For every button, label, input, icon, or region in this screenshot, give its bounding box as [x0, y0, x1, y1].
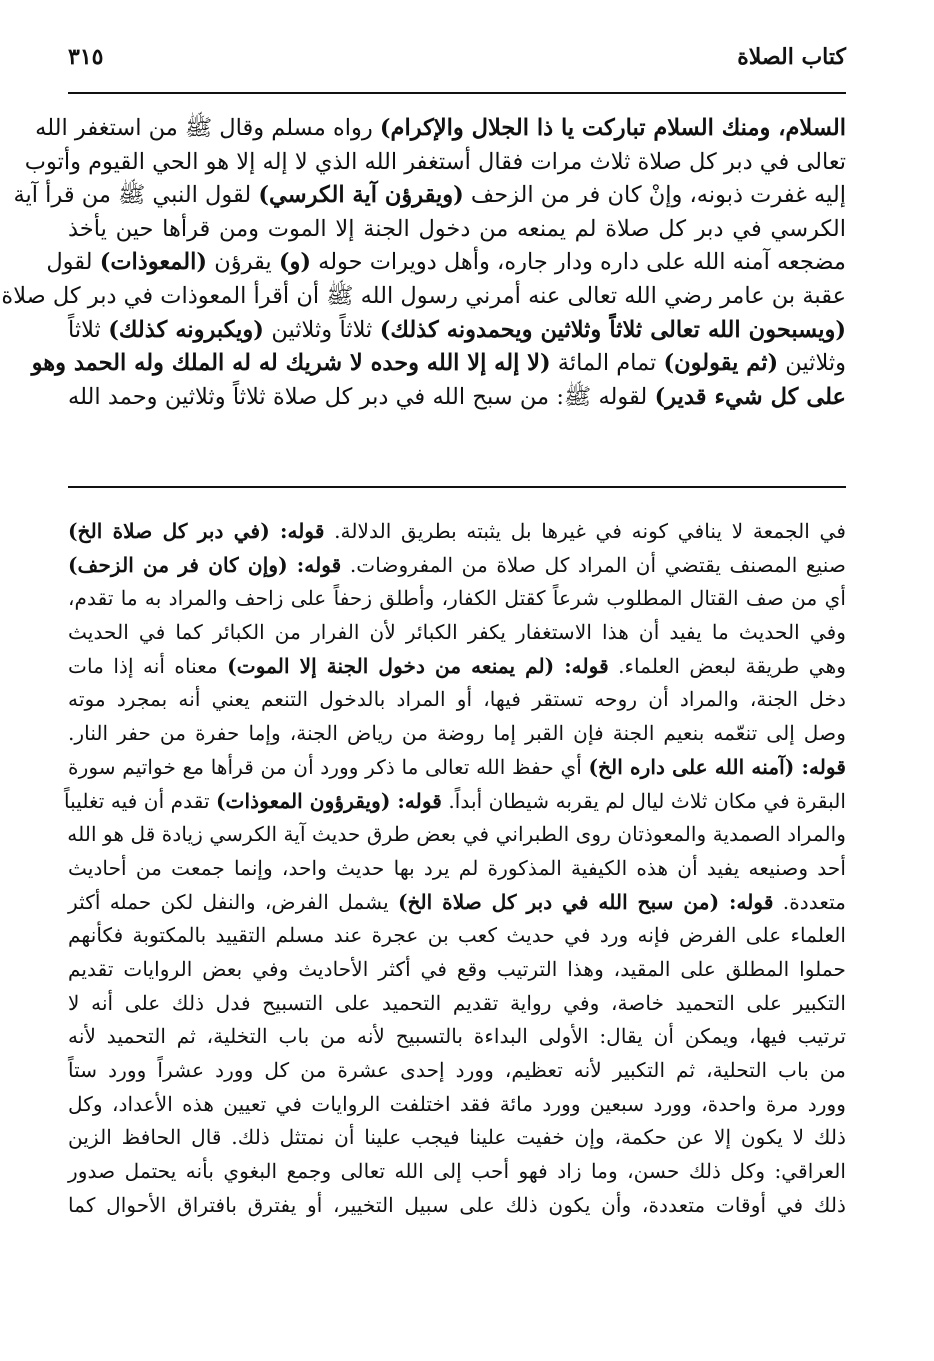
text-segment: وصل إلى تنعّمه بنعيم الجنة فإن القبر إما روضة من رياض الجنة، وإما حفرة من حفر النار.: [68, 721, 846, 746]
commentary-line: [68, 852, 846, 886]
commentary-line: [64, 785, 846, 819]
bold-text-segment: (لا إله إلا الله وحده لا شريك له له الملك وله الحمد وهو: [31, 350, 551, 377]
commentary-line: [68, 886, 846, 920]
commentary-line: [68, 1054, 846, 1088]
commentary-line: [68, 549, 846, 583]
commentary-line: [68, 953, 846, 987]
text-segment: وفي الحديث ما يفيد أن هذا الاستغفار يكفر الكبائر لأن الفرار من الكبائر كما في الحديث: [68, 620, 846, 645]
bold-text-segment: قوله: (من سبح الله في دبر كل صلاة الخ): [397, 889, 774, 914]
main-text-line: [24, 146, 846, 180]
commentary-line: [68, 751, 846, 785]
commentary-line: [68, 919, 846, 953]
text-segment: ترتيب فيها، ويمكن أن يقال: الأولى البداءة بالتسبيح لأنه من باب التخلية، ثم التحميد لأنه: [68, 1024, 846, 1049]
commentary-line: [68, 1088, 846, 1122]
bold-text-segment: (ويكبرونه كذلك): [108, 316, 264, 343]
bold-text-segment: قوله: (آمنه الله على داره الخ): [588, 754, 847, 779]
bold-text-segment: (و): [278, 249, 311, 276]
text-segment: ثلاثاً: [68, 316, 109, 343]
main-text-line: [35, 112, 846, 146]
page-number: ٣١٥: [68, 44, 104, 70]
text-segment: رواه مسلم وقال ﷺ من استغفر الله: [35, 115, 380, 141]
main-text-line: [68, 314, 846, 348]
main-text-line: [46, 246, 846, 280]
text-segment: أحد وصنيعه يفيد أن هذه الكيفية المذكورة لم يرد بها حديث واحد، وإنما جمعت من أحاديث: [68, 855, 846, 880]
text-segment: البقرة في مكان ثلاث ليال لم يقربه شيطان أبداً.: [441, 788, 846, 813]
main-text-line: [13, 179, 846, 213]
text-segment: الكرسي في دبر كل صلاة لم يمنعه من دخول الجنة إلا الموت ومن قرأها حين يأخذ: [68, 215, 846, 242]
text-segment: أي حفظ الله تعالى ما ذكر وورد أن من قرأها مع خواتيم سورة: [68, 754, 589, 779]
text-segment: معناه أنه إذا مات: [68, 653, 228, 678]
main-text-line: [31, 347, 846, 381]
bold-text-segment: قوله: (في دبر كل صلاة الخ): [68, 519, 325, 543]
text-segment: صنيع المصنف يقتضي أن المراد كل صلاة من المفروضات.: [341, 552, 846, 577]
text-segment: من باب التحلية، ثم التكبير لأنه تعظيم، وورد إحدى عشرة من كل وورد عشراً وورد ستاً: [68, 1058, 846, 1082]
commentary-line: [68, 1121, 846, 1155]
text-segment: لقوله ﷺ: من سبح الله في دبر كل صلاة ثلاثاً وثلاثين وحمد الله: [68, 383, 655, 410]
commentary-line: [68, 616, 846, 650]
bold-text-segment: على كل شيء قدير): [654, 383, 846, 410]
text-segment: يقرؤن: [207, 249, 279, 276]
text-segment: ذلك لا يكون إلا عن حكمة، وإن خفيت علينا فيجب علينا أن نمتثل ذلك. قال الحافظ الزين: [68, 1125, 846, 1150]
commentary-line: [68, 1155, 846, 1189]
commentary-line: [68, 818, 846, 852]
text-segment: تقدم أن فيه تغليباً: [64, 788, 216, 813]
running-title: كتاب الصلاة: [737, 44, 846, 70]
commentary-line: [68, 683, 846, 717]
text-segment: حملوا المطلق على المقيد، وهذا الترتيب وقع في أكثر الأحاديث وفي بعض الروايات تقديم: [68, 956, 846, 981]
text-segment: لقول النبي ﷺ من قرأ آية: [13, 182, 259, 209]
commentary-line: [68, 1020, 846, 1054]
bold-text-segment: (ثم يقولون): [663, 350, 779, 377]
main-text-line: [68, 381, 846, 415]
main-text-line: [1, 280, 846, 314]
text-segment: متعددة.: [773, 889, 846, 914]
text-segment: عقبة بن عامر رضي الله تعالى عنه أمرني رسول الله ﷺ أن أقرأ المعوذات في دبر كل صلاة: [1, 282, 846, 309]
text-segment: تمام المائة: [550, 350, 664, 377]
bold-text-segment: (المعوذات): [99, 249, 208, 276]
page-header: [68, 40, 846, 86]
text-segment: ذلك في أوقات متعددة، وأن يكون ذلك على سبيل التخيير، أو يفترق بافتراق الأحوال كما: [68, 1192, 846, 1217]
bold-text-segment: قوله: (ويقرؤون المعوذات): [216, 788, 442, 813]
bold-text-segment: (ويسبحون الله تعالى ثلاثاً وثلاثين ويحمدونه كذلك): [379, 316, 846, 343]
text-segment: ثلاثاً وثلاثين: [263, 316, 380, 343]
text-segment: وورد مرة واحدة، وورد سبعين وورد مائة فقد اختلفت الروايات في تعيين هذه الأعداد، وكل: [68, 1091, 846, 1116]
text-segment: دخل الجنة، والمراد أن روحه تستقر فيها، أو المراد بالدخول التنعم يعني أنه بمجرد موته: [68, 687, 846, 712]
text-segment: العلماء على الفرض فإنه ورد في حديث كعب بن عجرة عند مسلم التقييد بالمكتوبة فكأنهم: [68, 923, 846, 948]
commentary-line: [68, 515, 846, 549]
text-segment: يشمل الفرض، والنفل لكن حمله أكثر: [68, 889, 398, 914]
footnote-divider: [68, 486, 846, 488]
commentary-line: [68, 650, 846, 684]
text-segment: في الجمعة لا ينافي كونه في غيرها بل يثبته بطريق الدلالة.: [324, 519, 846, 543]
bold-text-segment: (ويقرؤن آية الكرسي): [258, 182, 464, 209]
text-segment: العراقي: وكل ذلك حسن، وما زاد فهو أحب إلى الله تعالى وجمع البغوي بأنه يحتمل صدور: [68, 1159, 846, 1184]
bold-text-segment: قوله: (وإن كان فر من الزحف): [68, 552, 342, 577]
bold-text-segment: قوله: (لم يمنعه من دخول الجنة إلا الموت): [227, 653, 609, 678]
text-segment: والمراد الصمدية والمعوذتان روى الطبراني في بعض طرق حديث آية الكرسي زيادة قل هو الله: [67, 822, 846, 847]
text-segment: إليه غفرت ذبونه، وإنْ كان فر من الزحف: [463, 182, 846, 209]
commentary-line: [68, 582, 846, 616]
text-segment: تعالى في دبر كل صلاة ثلاث مرات فقال أستغفر الله الذي لا إله إلا هو الحي القيوم وأتوب: [24, 148, 846, 175]
text-segment: وهي طريقة لبعض العلماء.: [608, 653, 846, 678]
text-segment: مضجعه آمنه الله على داره ودار جاره، وأهل دويرات حوله: [310, 249, 846, 276]
text-segment: أي من صف القتال المطلوب شرعاً كقتل الكفار، وأطلق زحفاً على زاحف والمراد به ما تقدم،: [68, 586, 846, 611]
text-segment: وثلاثين: [778, 350, 846, 377]
commentary-block: [64, 515, 847, 1222]
header-divider: [68, 92, 846, 94]
commentary-line: [68, 717, 846, 751]
commentary-line: [68, 1189, 846, 1223]
text-segment: التكبير على التحميد خاصة، وفي رواية تقديم التحميد على التسبيح فدل ذلك على أنه لا: [68, 990, 846, 1015]
commentary-line: [68, 987, 846, 1021]
main-text-block: [1, 112, 846, 414]
text-segment: لقول: [46, 249, 100, 276]
bold-text-segment: السلام، ومنك السلام تباركت يا ذا الجلال والإكرام): [379, 115, 846, 141]
main-text-line: [68, 213, 846, 247]
